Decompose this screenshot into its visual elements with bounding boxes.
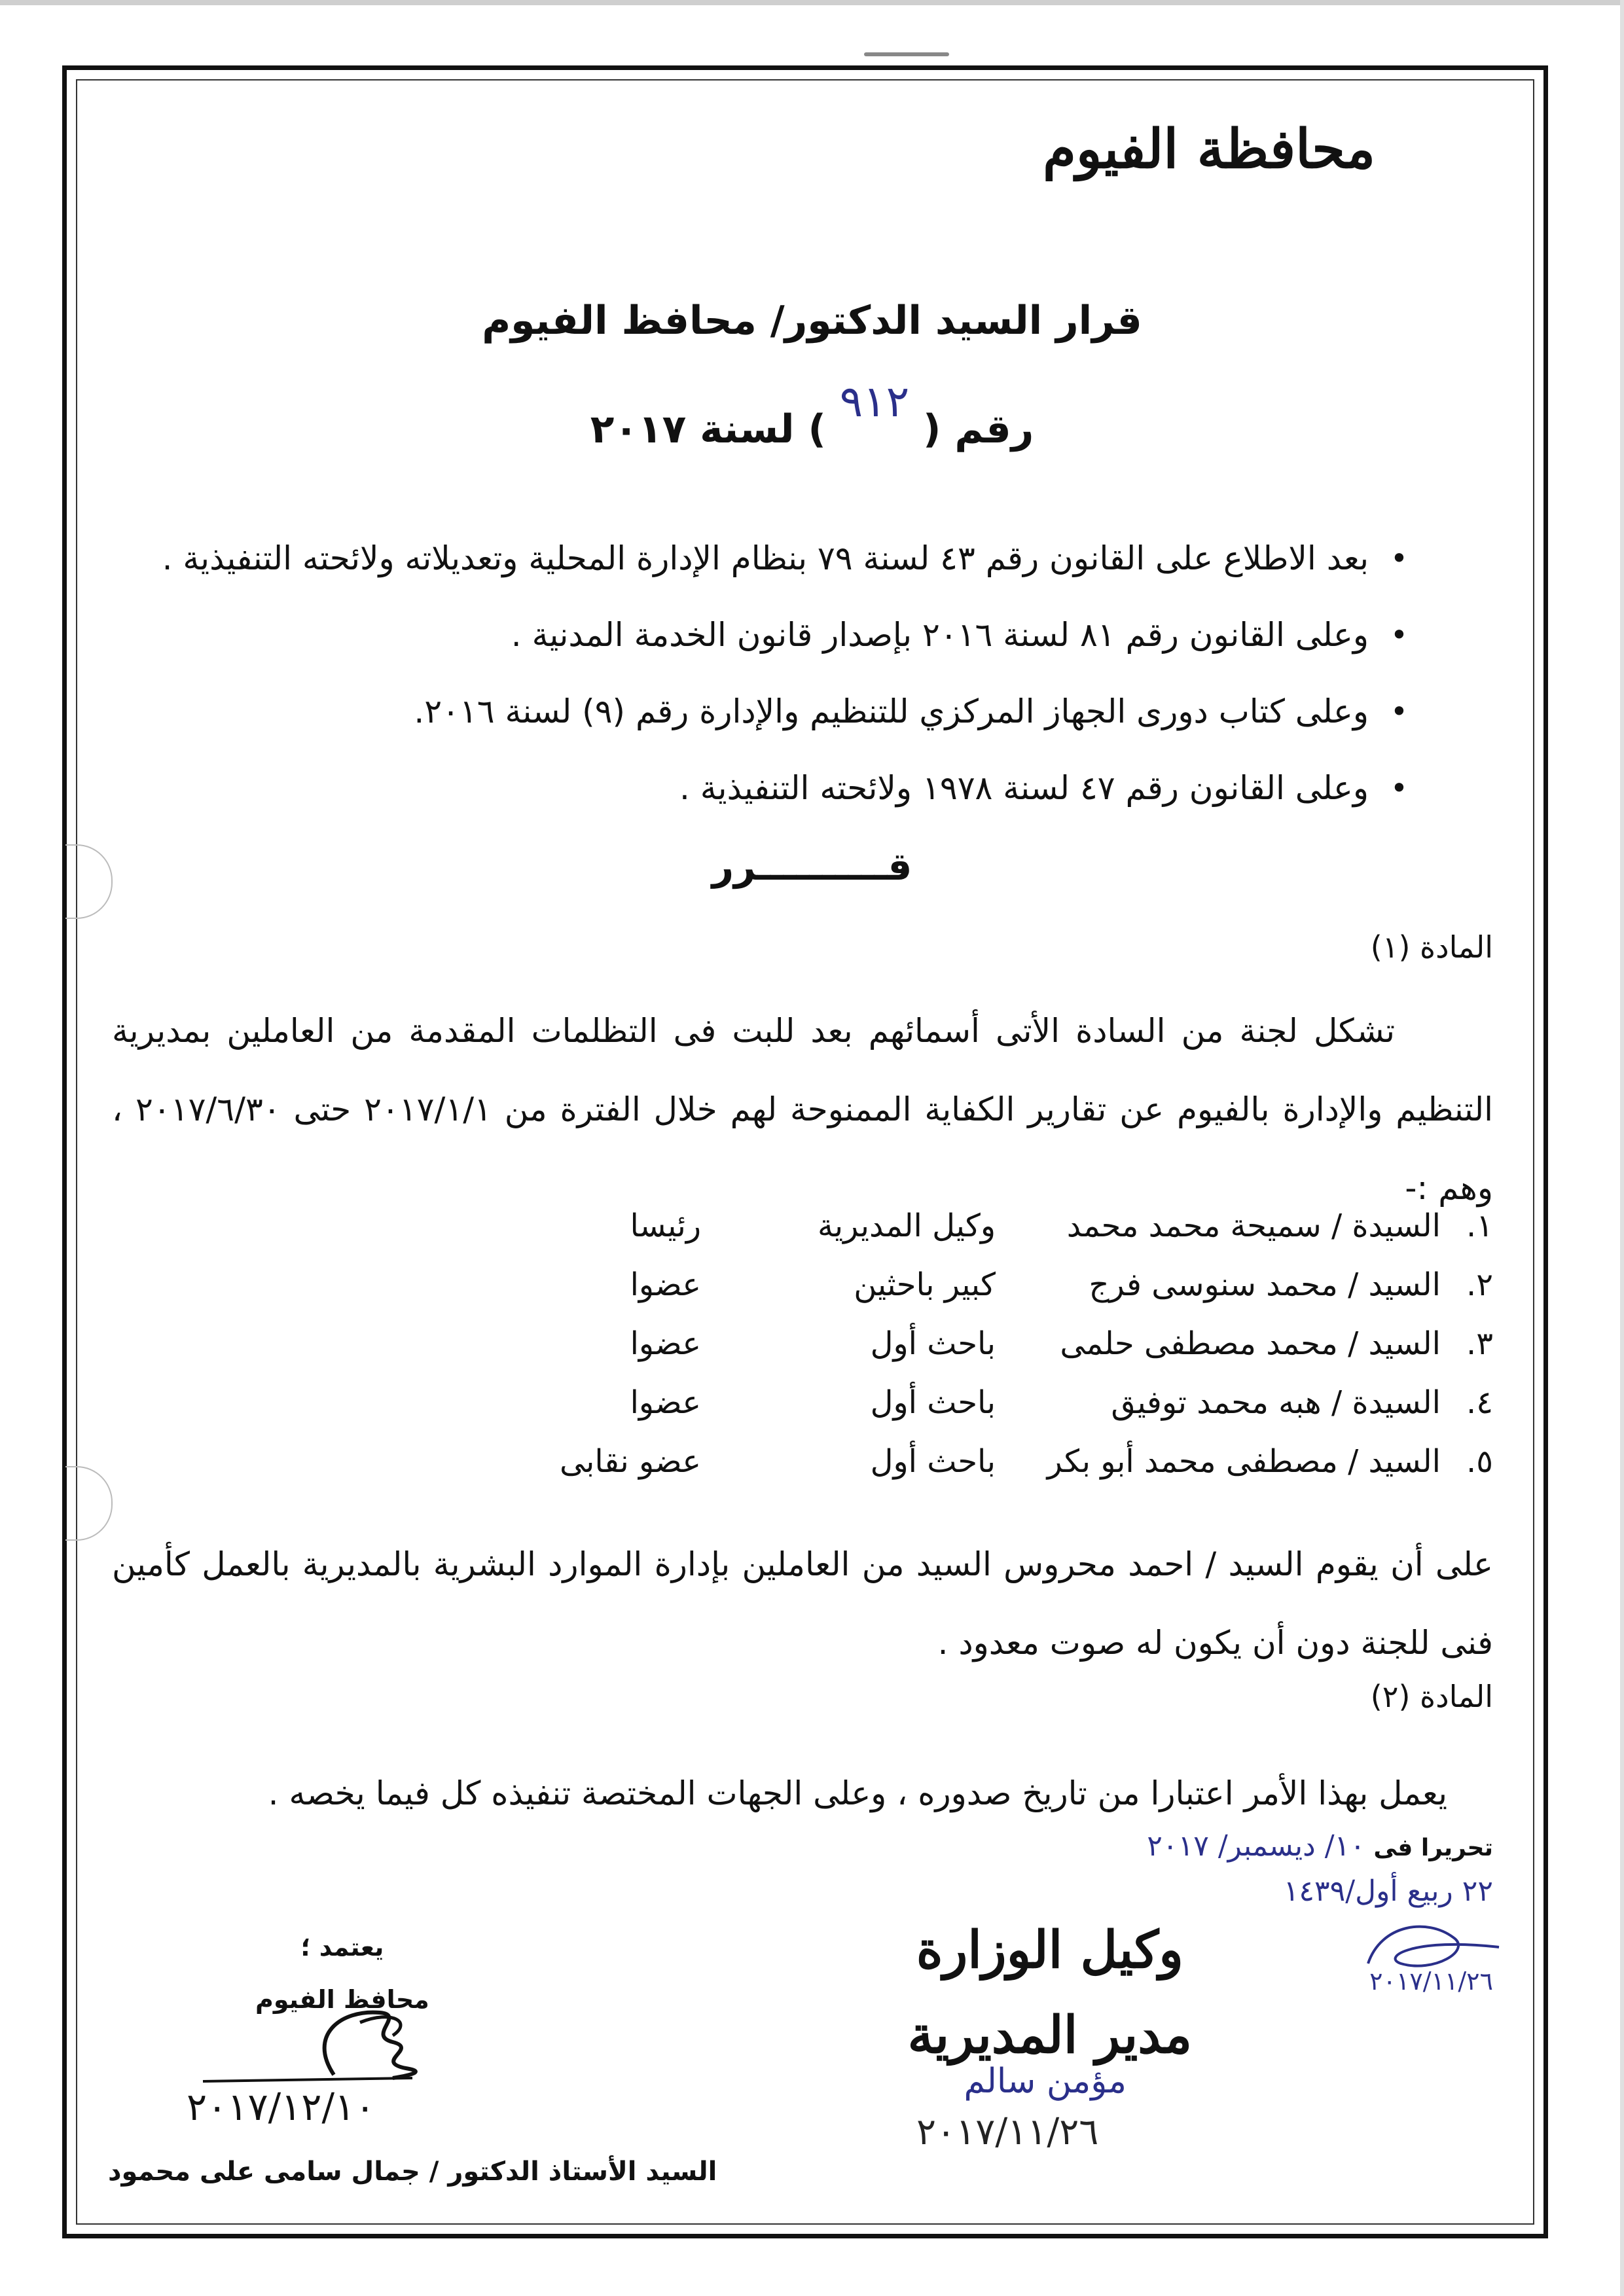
member-row <box>112 1208 1493 1266</box>
issue-date-label: تحريرا فى <box>1373 1835 1493 1861</box>
article-1-heading: المادة (١) <box>1370 929 1493 965</box>
governor-signature <box>196 1996 504 2088</box>
preamble-item: • وعلى القانون رقم ٨١ لسنة ٢٠١٦ بإصدار قانون الخدمة المدنية . <box>132 597 1408 673</box>
preamble-item: • بعد الاطلاع على القانون رقم ٤٣ لسنة ٧٩ بنظام الإدارة المحلية وتعديلاته ولائحته التنفيذية . <box>132 520 1408 597</box>
governor-name: السيد الأستاذ الدكتور / جمال سامى على محمود <box>108 2157 717 2187</box>
approval-label: يعتمد ؛ <box>300 1933 384 1962</box>
member-job-title: باحث أول <box>870 1325 996 1362</box>
member-number: ١. <box>1466 1208 1493 1244</box>
member-row <box>112 1266 1493 1325</box>
member-name: السيد / مصطفى محمد أبو بكر <box>1047 1443 1441 1480</box>
member-row <box>112 1325 1493 1384</box>
undersecretary-date: ٢٠١٧/١١/٢٦ <box>916 2111 1099 2153</box>
member-row <box>112 1384 1493 1443</box>
issue-date-line <box>1147 1829 1493 1863</box>
initials-signature <box>1355 1911 1512 1990</box>
member-name: السيدة / هبه محمد توفيق <box>1111 1384 1441 1421</box>
decree-number-handwritten: ٩١٢ <box>839 376 910 427</box>
member-name: السيد / محمد مصطفى حلمى <box>1060 1325 1441 1362</box>
member-role: عضوا <box>630 1266 701 1303</box>
governor-signature-date: ٢٠١٧/١٢/١٠ <box>187 2085 376 2129</box>
letterhead-governorate: محافظة الفيوم <box>1043 118 1375 181</box>
preamble-item: • وعلى كتاب دورى الجهاز المركزي للتنظيم والإدارة رقم (٩) لسنة ٢٠١٦. <box>132 673 1408 750</box>
member-role: عضو نقابى <box>560 1443 701 1480</box>
decision-heading: قــــــــــرر <box>712 844 912 889</box>
secretary-clause: على أن يقوم السيد / احمد محروس السيد من العاملين بإدارة الموارد البشرية بالمديرية بالعمل كأمين فنى للجنة دون أن يكون له صوت معدود . <box>112 1545 1493 1662</box>
article-1-text: تشكل لجنة من السادة الأتى أسمائهم بعد للبت فى التظلمات المقدمة من العاملين بمديرية التنظيم والإدارة بالفيوم عن تقارير الكفاية الممنوحة لهم خلال الفترة من ٢٠١٧/١/١ حتى ٢٠١٧/٦/٣٠ ، وهم :- <box>112 1012 1493 1207</box>
decree-number-line <box>0 376 1624 453</box>
scan-mark <box>864 52 949 56</box>
member-role: عضوا <box>630 1384 701 1421</box>
page-top-edge <box>0 0 1624 5</box>
preamble-list <box>132 520 1408 827</box>
member-job-title: باحث أول <box>870 1443 996 1480</box>
committee-members <box>112 1208 1493 1502</box>
governor-title: محافظ الفيوم <box>255 1985 429 2014</box>
undersecretary-title: وكيل الوزارة <box>916 1920 1183 1980</box>
member-role: عضوا <box>630 1325 701 1362</box>
member-row <box>112 1443 1493 1502</box>
article-2-heading: المادة (٢) <box>1370 1679 1493 1714</box>
initials-date: ٢٠١٧/١١/٢٦ <box>1369 1967 1493 1996</box>
preamble-item: • وعلى القانون رقم ٤٧ لسنة ١٩٧٨ ولائحته التنفيذية . <box>132 750 1408 827</box>
member-name: السيدة / سميحة محمد محمد <box>1066 1208 1441 1244</box>
page-right-edge <box>1620 0 1624 2296</box>
member-job-title: باحث أول <box>870 1384 996 1421</box>
member-number: ٤. <box>1466 1384 1493 1421</box>
article-2-text: يعمل بهذا الأمر اعتبارا من تاريخ صدوره ، وعلى الجهات المختصة تنفيذه كل فيما يخصه . <box>268 1774 1447 1812</box>
member-number: ٢. <box>1466 1266 1493 1303</box>
issue-date-hijri: ٢٢ ربيع أول/١٤٣٩ <box>1283 1874 1493 1908</box>
member-role: رئيسا <box>630 1208 701 1244</box>
member-job-title: وكيل المديرية <box>818 1208 996 1244</box>
decree-title: قرار السيد الدكتور/ محافظ الفيوم <box>482 298 1142 344</box>
decree-number-prefix: رقم ( <box>923 406 1034 452</box>
undersecretary-signature-block <box>908 1908 1192 2078</box>
member-job-title: كبير باحثين <box>854 1266 996 1303</box>
decree-number-suffix: ) لسنة ٢٠١٧ <box>590 406 826 452</box>
issue-date-gregorian: ١٠/ ديسمبر/ ٢٠١٧ <box>1147 1829 1365 1863</box>
member-number: ٣. <box>1466 1325 1493 1362</box>
member-number: ٥. <box>1466 1443 1493 1480</box>
undersecretary-handwritten-name: مؤمن سالم <box>964 2062 1127 2101</box>
member-name: السيد / محمد سنوسى فرج <box>1089 1266 1441 1303</box>
directorate-manager-title: مدير المديرية <box>907 2005 1192 2065</box>
